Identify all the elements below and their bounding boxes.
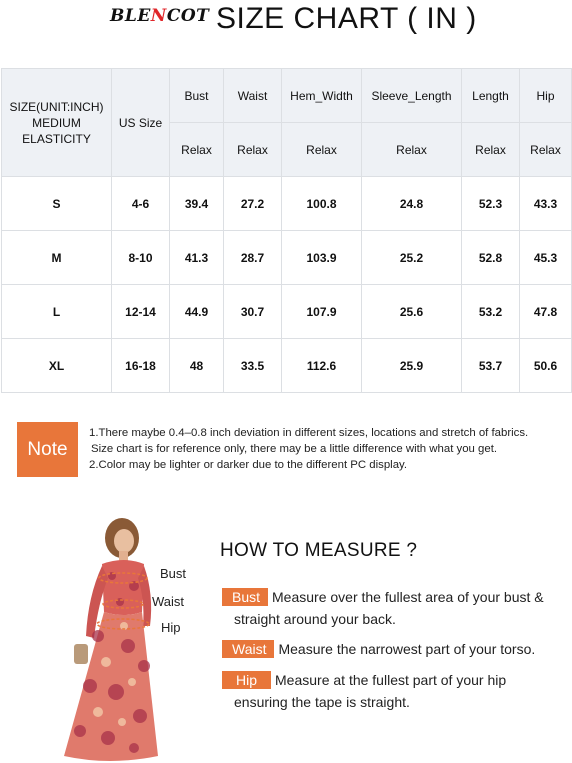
measure-item-waist bbox=[222, 638, 535, 660]
fit-label: Relax bbox=[462, 123, 520, 177]
model-label-hip: Hip bbox=[161, 620, 181, 635]
size-cell: L bbox=[2, 285, 112, 339]
page-title: SIZE CHART ( IN ) bbox=[216, 2, 477, 35]
value-cell: 25.6 bbox=[362, 285, 462, 339]
value-cell: 24.8 bbox=[362, 177, 462, 231]
value-cell: 53.7 bbox=[462, 339, 520, 393]
fit-label: Relax bbox=[362, 123, 462, 177]
model-label-waist: Waist bbox=[152, 594, 185, 609]
value-cell: 53.2 bbox=[462, 285, 520, 339]
fit-label: Relax bbox=[170, 123, 224, 177]
us-size-cell: 8-10 bbox=[112, 231, 170, 285]
value-cell: 33.5 bbox=[224, 339, 282, 393]
model-handbag bbox=[74, 644, 88, 664]
value-cell: 41.3 bbox=[170, 231, 224, 285]
fit-label: Relax bbox=[282, 123, 362, 177]
brand-logo bbox=[110, 6, 209, 26]
brand-logo-left: BLE bbox=[110, 6, 151, 26]
fit-label: Relax bbox=[224, 123, 282, 177]
value-cell: 103.9 bbox=[282, 231, 362, 285]
value-cell: 30.7 bbox=[224, 285, 282, 339]
header bbox=[0, 0, 572, 40]
size-cell: S bbox=[2, 177, 112, 231]
value-cell: 39.4 bbox=[170, 177, 224, 231]
fit-label: Relax bbox=[520, 123, 572, 177]
corner-line-1: SIZE(UNIT:INCH) bbox=[9, 99, 104, 114]
value-cell: 52.3 bbox=[462, 177, 520, 231]
table-row bbox=[2, 231, 572, 285]
column-header-hem-width: Hem_Width bbox=[282, 69, 362, 123]
hip-desc-1: Measure at the fullest part of your hip bbox=[275, 672, 507, 688]
model-neck bbox=[119, 551, 128, 561]
brand-logo-right: COT bbox=[166, 6, 210, 26]
column-header-hip: Hip bbox=[520, 69, 572, 123]
size-cell: XL bbox=[2, 339, 112, 393]
how-to-measure-title: HOW TO MEASURE ? bbox=[220, 540, 418, 561]
value-cell: 48 bbox=[170, 339, 224, 393]
value-cell: 52.8 bbox=[462, 231, 520, 285]
waist-tag: Waist bbox=[222, 640, 274, 658]
waist-desc-1: Measure the narrowest part of your torso. bbox=[278, 641, 536, 657]
value-cell: 45.3 bbox=[520, 231, 572, 285]
size-cell: M bbox=[2, 231, 112, 285]
size-chart-table bbox=[1, 68, 572, 393]
corner-header-cell bbox=[2, 69, 112, 177]
value-cell: 27.2 bbox=[224, 177, 282, 231]
bust-desc-2: straight around your back. bbox=[234, 611, 396, 627]
hip-desc-2: ensuring the tape is straight. bbox=[234, 694, 410, 710]
us-size-cell: 4-6 bbox=[112, 177, 170, 231]
table-row bbox=[2, 285, 572, 339]
value-cell: 44.9 bbox=[170, 285, 224, 339]
note-badge: Note bbox=[17, 422, 78, 477]
model-label-bust: Bust bbox=[160, 566, 187, 581]
value-cell: 25.9 bbox=[362, 339, 462, 393]
us-size-header: US Size bbox=[112, 69, 170, 177]
model-dress-illustration bbox=[50, 516, 160, 763]
table-header-row bbox=[2, 69, 572, 123]
value-cell: 107.9 bbox=[282, 285, 362, 339]
value-cell: 112.6 bbox=[282, 339, 362, 393]
measure-item-bust bbox=[222, 586, 544, 630]
column-header-sleeve-length: Sleeve_Length bbox=[362, 69, 462, 123]
column-header-waist: Waist bbox=[224, 69, 282, 123]
value-cell: 28.7 bbox=[224, 231, 282, 285]
bust-desc-1: Measure over the fullest area of your bust & bbox=[272, 589, 544, 605]
corner-line-2: MEDIUM bbox=[32, 115, 81, 130]
value-cell: 50.6 bbox=[520, 339, 572, 393]
column-header-bust: Bust bbox=[170, 69, 224, 123]
note-line-3: 2.Color may be lighter or darker due to the different PC display. bbox=[89, 459, 408, 471]
table-row bbox=[2, 177, 572, 231]
model-face bbox=[114, 529, 134, 553]
us-size-cell: 16-18 bbox=[112, 339, 170, 393]
table-row bbox=[2, 339, 572, 393]
bust-tag: Bust bbox=[222, 588, 268, 606]
value-cell: 43.3 bbox=[520, 177, 572, 231]
brand-logo-mid: N bbox=[150, 6, 167, 26]
value-cell: 47.8 bbox=[520, 285, 572, 339]
note-line-2: Size chart is for reference only, there may be a little difference with what you get. bbox=[91, 443, 498, 455]
note-text bbox=[89, 425, 569, 473]
note-line-1: 1.There maybe 0.4–0.8 inch deviation in different sizes, locations and stretch of fabrics. bbox=[89, 427, 529, 439]
corner-line-3: ELASTICITY bbox=[22, 131, 91, 146]
measure-item-hip bbox=[222, 669, 506, 713]
column-header-length: Length bbox=[462, 69, 520, 123]
us-size-cell: 12-14 bbox=[112, 285, 170, 339]
value-cell: 100.8 bbox=[282, 177, 362, 231]
value-cell: 25.2 bbox=[362, 231, 462, 285]
hip-tag: Hip bbox=[222, 671, 271, 689]
